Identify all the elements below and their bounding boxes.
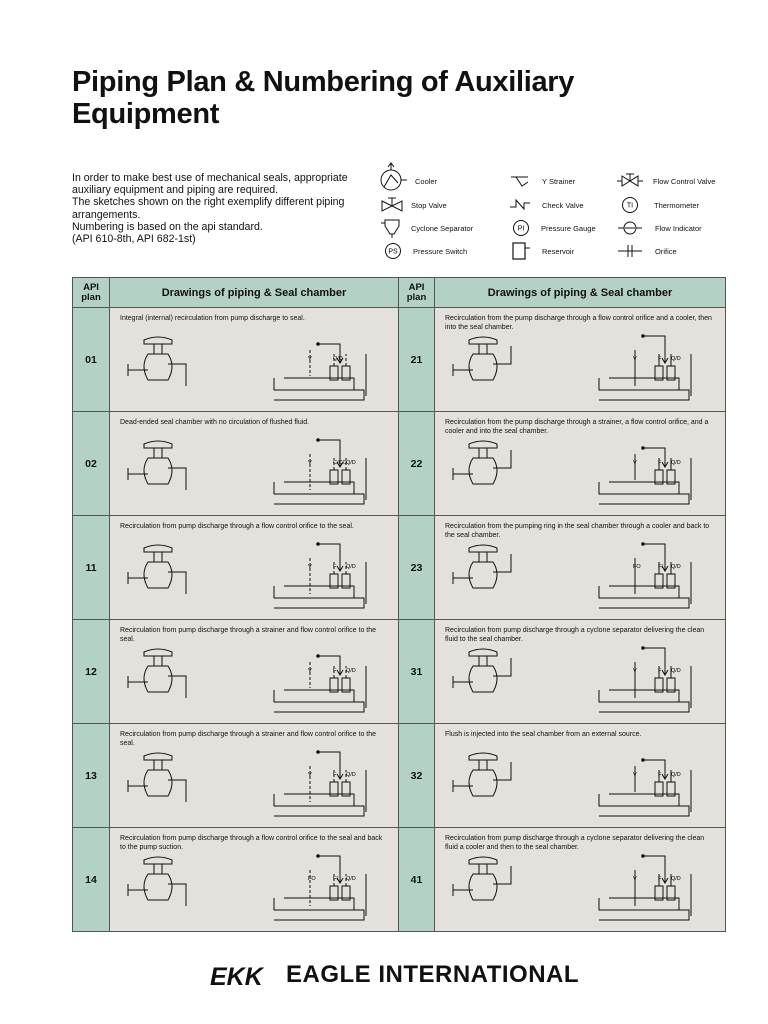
- legend-label: Flow Indicator: [655, 223, 702, 233]
- api-plan-number: 11: [73, 516, 110, 620]
- legend-item-stop-valve: [379, 194, 447, 216]
- drawing-cell: [435, 828, 726, 932]
- api-plan-header-text: API plan: [81, 281, 101, 303]
- sketch-label: V: [633, 356, 637, 362]
- intro-line: Numbering is based on the api standard.: [72, 220, 263, 233]
- legend-label: Orifice: [655, 246, 677, 256]
- pressure-gauge-icon: [511, 218, 531, 238]
- plan-description: Recirculation from pump discharge through a strainer and flow control orifice to the seal.: [120, 627, 377, 643]
- api-plan-number: 32: [399, 724, 435, 828]
- cooler-icon: [375, 161, 409, 195]
- reservoir-icon: [508, 240, 532, 262]
- intro-text: [72, 172, 372, 245]
- sketch-label: V: [308, 564, 312, 570]
- legend-item-pressure-switch: [383, 240, 467, 262]
- sketch-label: Q/D: [346, 876, 356, 882]
- piping-sketch: [114, 326, 394, 410]
- plan-description: Recirculation from pump discharge through a cyclone separator delivering the clean fluid a cooler and then to the seal chamber.: [445, 835, 705, 851]
- legend-label: Cooler: [415, 176, 438, 186]
- table-row: [73, 516, 726, 620]
- api-plan-header: [73, 278, 110, 308]
- sketch-label: V: [633, 460, 637, 466]
- sketch-label: V: [633, 668, 637, 674]
- drawing-cell: [110, 828, 399, 932]
- api-plan-number: 01: [73, 308, 110, 412]
- legend-label: Reservoir: [542, 246, 575, 256]
- table-row: [73, 724, 726, 828]
- plan-description: Recirculation from pump discharge through a cyclone separator delivering the clean fluid to the seal chamber.: [445, 627, 705, 643]
- legend-label: Pressure Switch: [413, 246, 468, 256]
- plan-description: Recirculation from the pump discharge through a flow control orifice and a cooler, then into the seal chamber.: [445, 315, 712, 331]
- sketch-label: FI: [658, 564, 663, 570]
- plan-description: Recirculation from pump discharge through a flow control orifice to the seal and back to the pump suction.: [120, 835, 383, 851]
- api-plan-number: 02: [73, 412, 110, 516]
- piping-sketch: [114, 430, 394, 514]
- pressure-switch-symbol: PS: [388, 248, 398, 256]
- api-plan-number: 31: [399, 620, 435, 724]
- symbol-legend: [375, 156, 745, 266]
- sketch-label: F: [658, 668, 662, 674]
- plan-description: Integral (internal) recirculation from pump discharge to seal.: [120, 315, 305, 322]
- sketch-label: V: [308, 356, 312, 362]
- drawings-header: Drawings of piping & Seal chamber: [110, 278, 399, 308]
- sketch-label: F: [658, 460, 662, 466]
- piping-sketch: [439, 430, 719, 514]
- table-row: [73, 828, 726, 932]
- piping-sketch: [439, 846, 719, 930]
- thermometer-icon: [620, 195, 640, 215]
- drawing-cell: [110, 412, 399, 516]
- legend-label: Pressure Gauge: [541, 223, 596, 233]
- plan-description: Flush is injected into the seal chamber from an external source.: [445, 731, 642, 738]
- legend-label: Thermometer: [654, 200, 700, 210]
- orifice-icon: [617, 241, 643, 261]
- sketch-label: V: [308, 460, 312, 466]
- drawing-cell: [110, 620, 399, 724]
- sketch-label: Q/D: [671, 876, 681, 882]
- intro-line: In order to make best use of mechanical seals, appropriate: [72, 172, 348, 184]
- drawing-cell: [435, 516, 726, 620]
- eagle-logo: [210, 958, 579, 992]
- stop-valve-icon: [379, 195, 405, 215]
- sketch-label: Q/D: [671, 668, 681, 674]
- legend-label: Check Valve: [542, 200, 584, 210]
- legend-item-cyclone-separator: [379, 217, 473, 239]
- api-plan-number: 21: [399, 308, 435, 412]
- piping-sketch: [114, 534, 394, 618]
- sketch-label: FI: [333, 876, 338, 882]
- drawings-header: Drawings of piping & Seal chamber: [435, 278, 726, 308]
- piping-sketch: [114, 846, 394, 930]
- intro-line: (API 610-8th, API 682-1st): [72, 233, 196, 246]
- drawing-cell: [435, 724, 726, 828]
- table-row: [73, 620, 726, 724]
- piping-sketch: [114, 638, 394, 722]
- sketch-label: F: [658, 772, 662, 778]
- api-plan-header: [399, 278, 435, 308]
- sketch-label: Q/D: [671, 772, 681, 778]
- plan-description: Recirculation from pump discharge through a strainer and flow control orifice to the seal.: [120, 731, 377, 747]
- sketch-label: F: [658, 876, 662, 882]
- piping-sketch: [114, 742, 394, 826]
- legend-label: Cyclone Separator: [411, 223, 474, 233]
- intro-line: auxiliary equipment and piping are required.: [72, 184, 279, 197]
- y-strainer-icon: [508, 171, 532, 191]
- piping-plan-table: [72, 277, 726, 932]
- page-title: Piping Plan & Numbering of Auxiliary Equipment: [72, 66, 575, 130]
- drawing-cell: [435, 412, 726, 516]
- drawing-cell: [110, 308, 399, 412]
- sketch-label: Q/D: [671, 356, 681, 362]
- table-body: [73, 308, 726, 932]
- plan-description: Recirculation from the pumping ring in the seal chamber through a cooler and back to the seal chamber.: [445, 523, 710, 539]
- table-header-row: [73, 278, 726, 308]
- sketch-label: V: [308, 668, 312, 674]
- check-valve-icon: [508, 195, 532, 215]
- api-plan-header-text: API plan: [406, 281, 427, 303]
- piping-sketch: [439, 742, 719, 826]
- legend-item-reservoir: [508, 240, 574, 262]
- pressure-gauge-symbol: PI: [517, 225, 525, 233]
- legend-label: Flow Control Valve: [653, 176, 716, 186]
- sketch-label: F: [333, 772, 337, 778]
- legend-item-y-strainer: [508, 170, 575, 192]
- sketch-label: FO: [633, 564, 641, 570]
- legend-item-flow-indicator: [617, 217, 702, 239]
- ekk-logo-mark: [210, 960, 280, 990]
- piping-sketch: [439, 326, 719, 410]
- pressure-switch-icon: [383, 241, 403, 261]
- sketch-label: FO: [308, 876, 316, 882]
- legend-item-orifice: [617, 240, 677, 262]
- table-row: [73, 308, 726, 412]
- api-plan-number: 14: [73, 828, 110, 932]
- intro-line: The sketches shown on the right exemplify different piping: [72, 196, 345, 209]
- piping-sketch: [439, 638, 719, 722]
- legend-label: Stop Valve: [411, 200, 447, 210]
- sketch-label: V: [633, 876, 637, 882]
- sketch-label: Q/D: [671, 460, 681, 466]
- sketch-label: Q/D: [671, 564, 681, 570]
- flow-control-valve-icon: [615, 171, 645, 191]
- api-plan-number: 41: [399, 828, 435, 932]
- sketch-label: F: [333, 668, 337, 674]
- flow-indicator-icon: [617, 218, 643, 238]
- sketch-label: F: [658, 356, 662, 362]
- legend-item-flow-control-valve: [615, 170, 715, 192]
- drawing-cell: [435, 620, 726, 724]
- logo-mark-text: EKK: [210, 963, 263, 990]
- sketch-label: Q/D: [346, 564, 356, 570]
- thermometer-symbol: TI: [626, 202, 634, 210]
- api-plan-number: 12: [73, 620, 110, 724]
- sketch-label: Q/D: [346, 460, 356, 466]
- cyclone-separator-icon: [379, 217, 405, 239]
- sketch-label: V: [308, 772, 312, 778]
- api-plan-number: 23: [399, 516, 435, 620]
- legend-label: Y Strainer: [542, 176, 576, 186]
- sketch-label: F: [333, 564, 337, 570]
- plan-description: Recirculation from pump discharge through a flow control orifice to the seal.: [120, 523, 354, 530]
- logo-text: EAGLE INTERNATIONAL: [286, 961, 580, 988]
- sketch-label: V: [633, 772, 637, 778]
- sketch-label: C/CO: [333, 460, 347, 466]
- api-plan-number: 22: [399, 412, 435, 516]
- plan-description: Dead-ended seal chamber with no circulation of flushed fluid.: [120, 419, 310, 426]
- drawing-cell: [110, 724, 399, 828]
- sketch-label: Q/D: [333, 356, 343, 362]
- sketch-label: Q/D: [346, 668, 356, 674]
- table-row: [73, 412, 726, 516]
- legend-item-pressure-gauge: [511, 217, 596, 239]
- api-plan-number: 13: [73, 724, 110, 828]
- legend-item-cooler: [375, 170, 437, 192]
- intro-line: arrangements.: [72, 208, 141, 221]
- legend-item-thermometer: [620, 194, 699, 216]
- drawing-cell: [435, 308, 726, 412]
- legend-item-check-valve: [508, 194, 584, 216]
- drawing-cell: [110, 516, 399, 620]
- piping-sketch: [439, 534, 719, 618]
- sketch-label: Q/D: [346, 772, 356, 778]
- plan-description: Recirculation from the pump discharge through a strainer, a flow control orifice, and a cooler and into the seal chamber.: [445, 419, 709, 435]
